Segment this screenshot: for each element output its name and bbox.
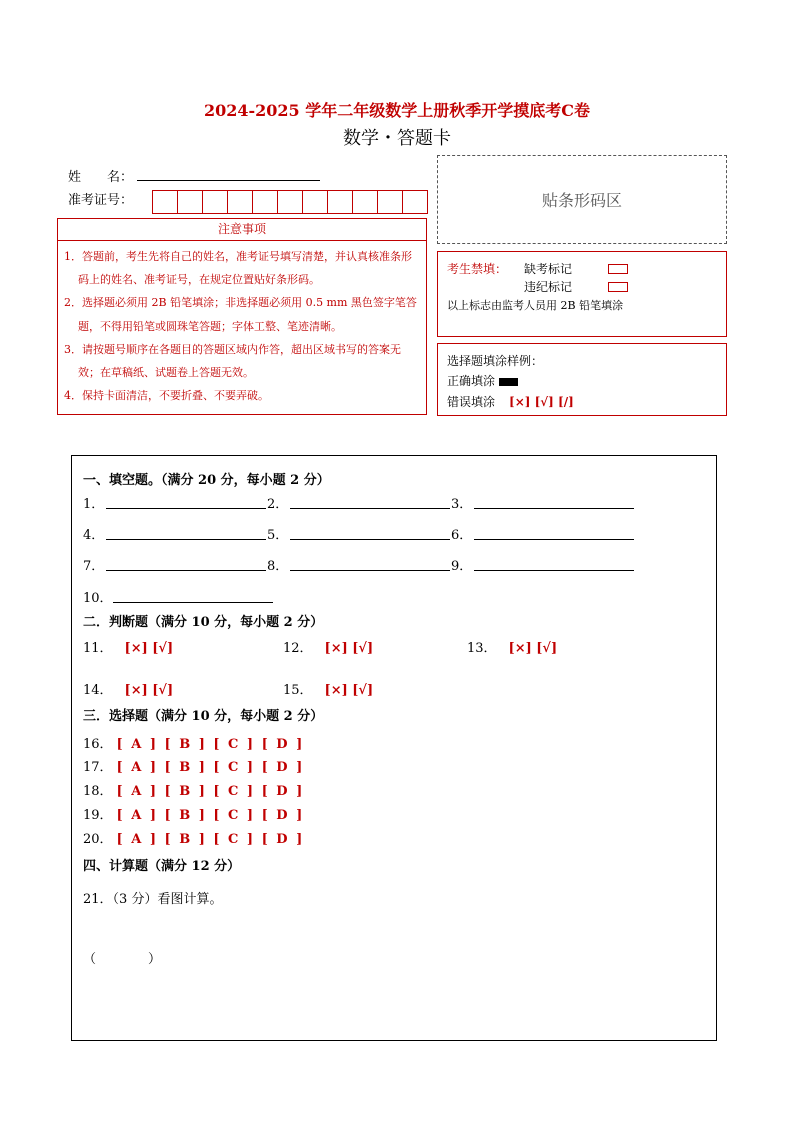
violation-label: 违纪标记 — [524, 280, 573, 294]
blank-answer-line[interactable] — [474, 539, 634, 540]
notice-item: 3．请按题号顺序在各题目的答题区域内作答，超出区域书写的答案无效；在草稿纸、试题卷上答题无效。 — [64, 342, 401, 380]
mc-question[interactable] — [83, 804, 304, 823]
question-21: 21．（3 分）看图计算。 — [83, 892, 223, 907]
name-label: 姓 名： — [68, 170, 134, 185]
exam-subtitle: 数学・答题卡 — [343, 128, 451, 149]
ban-note: 以上标志由监考人员用 2B 铅笔填涂 — [447, 299, 624, 312]
tf-marks[interactable]: [×] [√] — [324, 641, 374, 656]
tf-number: 15． — [283, 683, 313, 698]
tf-question[interactable] — [83, 637, 173, 656]
tf-number: 14． — [83, 683, 113, 698]
blank-answer-line[interactable] — [113, 602, 273, 603]
tf-question[interactable] — [283, 637, 373, 656]
tf-number: 11． — [83, 641, 113, 656]
mc-options[interactable]: [ A ] [ B ] [ C ] [ D ] — [116, 832, 305, 847]
mc-question[interactable] — [83, 756, 304, 775]
mc-options[interactable]: [ A ] [ B ] [ C ] [ D ] — [116, 784, 305, 799]
blank-answer-line[interactable] — [290, 539, 450, 540]
blank-number: 5． — [267, 528, 289, 543]
id-digit-box[interactable] — [252, 190, 278, 214]
blank-number: 4． — [83, 528, 105, 543]
proctor-marks-box — [437, 251, 727, 337]
section-true-false-title: 二．判断题（满分 10 分，每小题 2 分） — [83, 615, 324, 630]
blank-number: 6． — [451, 528, 473, 543]
id-digit-box[interactable] — [227, 190, 253, 214]
id-digit-box[interactable] — [302, 190, 328, 214]
answer-parentheses[interactable]: （ ） — [83, 952, 162, 967]
wrong-fill-row — [447, 393, 574, 410]
tf-question[interactable] — [83, 679, 173, 698]
fill-sample-title: 选择题填涂样例： — [447, 354, 544, 368]
answer-area — [71, 455, 717, 1041]
mc-options[interactable]: [ A ] [ B ] [ C ] [ D ] — [116, 808, 305, 823]
tf-marks[interactable]: [×] [√] — [324, 683, 374, 698]
notice-item: 1．答题前，考生先将自己的姓名，准考证号填写清楚，并认真核准条形码上的姓名、准考证号，在规定位置贴好条形码。 — [64, 250, 412, 287]
notice-body — [57, 241, 427, 415]
mc-question[interactable] — [83, 828, 304, 847]
blank-answer-line[interactable] — [106, 508, 266, 509]
exam-title: 2024-2025 学年二年级数学上册秋季开学摸底考C卷 — [203, 101, 590, 120]
tf-number: 13． — [467, 641, 497, 656]
ban-title: 考生禁填： — [447, 262, 508, 276]
id-digit-box[interactable] — [377, 190, 403, 214]
mc-number: 17． — [83, 760, 113, 775]
id-digit-box[interactable] — [177, 190, 203, 214]
blank-number: 9． — [451, 559, 473, 574]
mc-question[interactable] — [83, 733, 304, 752]
wrong-fill-marks: [×] [√] [/] — [509, 395, 574, 409]
absent-label: 缺考标记 — [524, 262, 573, 276]
tf-marks[interactable]: [×] [√] — [124, 683, 174, 698]
blank-answer-line[interactable] — [474, 508, 634, 509]
tf-question[interactable] — [467, 637, 557, 656]
blank-number: 10． — [83, 591, 113, 606]
id-label: 准考证号： — [68, 193, 134, 208]
id-digit-box[interactable] — [402, 190, 428, 214]
correct-fill-label: 正确填涂 — [447, 374, 496, 388]
mc-question[interactable] — [83, 780, 304, 799]
tf-marks[interactable]: [×] [√] — [124, 641, 174, 656]
blank-answer-line[interactable] — [290, 508, 450, 509]
absent-mark-box[interactable] — [608, 264, 628, 274]
notice-item: 2．选择题必须用 2B 铅笔填涂；非选择题必须用 0.5 mm 黑色签字笔答题，不得用铅笔或圆珠笔答题；字体工整、笔迹清晰。 — [64, 296, 417, 333]
tf-question[interactable] — [283, 679, 373, 698]
blank-number: 7． — [83, 559, 105, 574]
fill-sample-box — [437, 343, 727, 416]
tf-marks[interactable]: [×] [√] — [508, 641, 558, 656]
wrong-fill-label: 错误填涂 — [447, 395, 496, 409]
blank-answer-line[interactable] — [106, 539, 266, 540]
blank-number: 3． — [451, 497, 473, 512]
blank-answer-line[interactable] — [474, 570, 634, 571]
id-number-boxes[interactable] — [152, 190, 427, 214]
notice-item: 4．保持卡面清洁，不要折叠、不要弄破。 — [64, 389, 269, 403]
mc-options[interactable]: [ A ] [ B ] [ C ] [ D ] — [116, 760, 305, 775]
mc-number: 16． — [83, 737, 113, 752]
section-choice-title: 三．选择题（满分 10 分，每小题 2 分） — [83, 709, 324, 724]
id-digit-box[interactable] — [152, 190, 178, 214]
filled-mark-icon — [499, 378, 518, 386]
blank-answer-line[interactable] — [290, 570, 450, 571]
section-fill-blank-title: 一、填空题。（满分 20 分，每小题 2 分） — [83, 473, 330, 488]
notice-title: 注意事项 — [57, 218, 427, 241]
id-digit-box[interactable] — [352, 190, 378, 214]
mc-number: 18． — [83, 784, 113, 799]
correct-fill-row — [447, 372, 518, 389]
barcode-area — [437, 155, 727, 244]
blank-answer-line[interactable] — [106, 570, 266, 571]
section-calc-title: 四、计算题（满分 12 分） — [83, 859, 241, 874]
mc-options[interactable]: [ A ] [ B ] [ C ] [ D ] — [116, 737, 305, 752]
mc-number: 20． — [83, 832, 113, 847]
violation-mark-box[interactable] — [608, 282, 628, 292]
id-digit-box[interactable] — [327, 190, 353, 214]
tf-number: 12． — [283, 641, 313, 656]
blank-number: 1． — [83, 497, 105, 512]
mc-number: 19． — [83, 808, 113, 823]
name-input-line[interactable] — [137, 180, 320, 181]
id-digit-box[interactable] — [277, 190, 303, 214]
barcode-label: 贴条形码区 — [541, 191, 622, 210]
id-digit-box[interactable] — [202, 190, 228, 214]
blank-number: 2． — [267, 497, 289, 512]
blank-number: 8． — [267, 559, 289, 574]
